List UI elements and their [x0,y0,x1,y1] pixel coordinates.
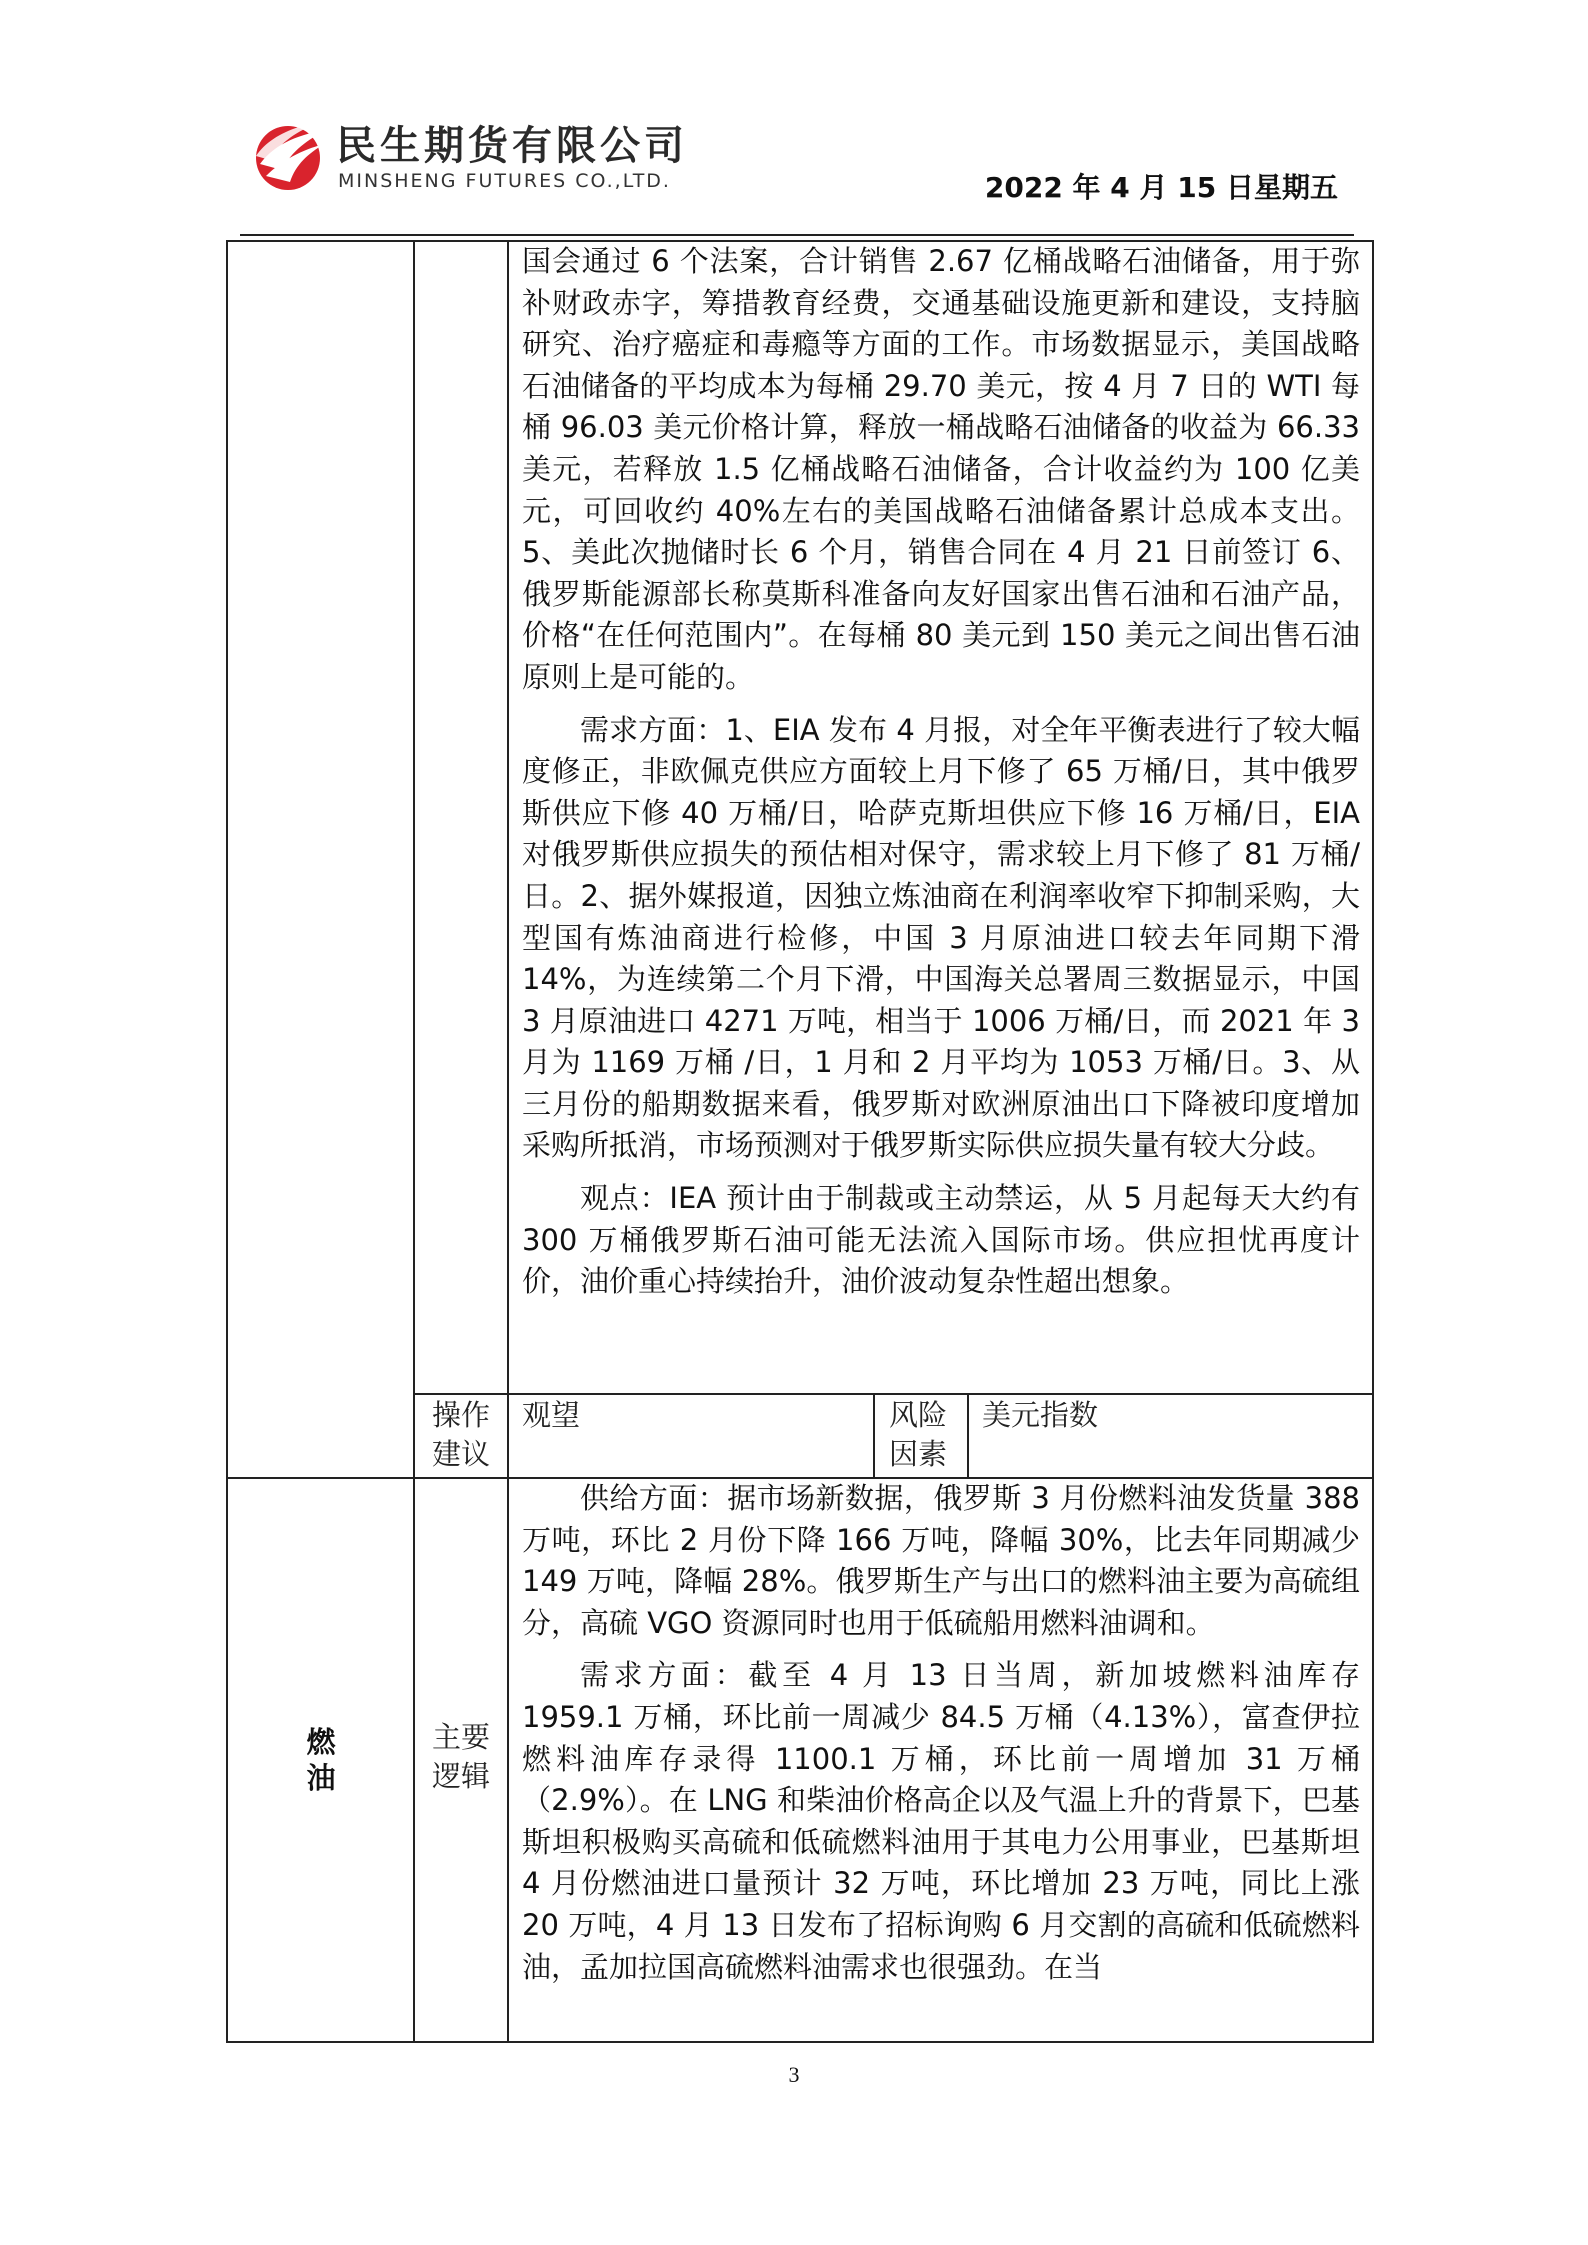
grid-line [413,240,415,2043]
company-name-cn: 民生期货有限公司 [336,123,688,169]
crude-logic-content [522,241,1360,1391]
fuel-oil-product-label: 燃油 [306,1725,336,1795]
company-name-en: MINSHENG FUTURES CO.,LTD. [338,170,671,192]
fuel-logic-label: 主要逻辑 [431,1720,490,1793]
grid-line [226,240,228,2043]
grid-line [967,1393,969,1477]
operation-value: 观望 [522,1398,581,1432]
grid-line [507,240,509,2043]
fuel-demand-paragraph: 需求方面：截至 4 月 13 日当周，新加坡燃料油库存 1959.1 万桶，环比前一周减少 84.5 万桶（4.13%），富查伊拉燃料油库存录得 1100.1 万桶，环比前一周增加 31 万桶（2.9%）。在 LNG 和柴油价格高企以及气温上升的背景下，巴基斯坦积极购买高硫和低硫燃料油用于其电力公用事业，巴基斯坦 4 月份燃油进口量预计 32 万吨，环比增加 23 万吨，同比上涨 20 万吨，4 月 13 日发布了招标询购 6 月交割的高硫和低硫燃料油，孟加拉国高硫燃料油需求也很强劲。在当 [522,1658,1360,1984]
page-number: 3 [788,2062,800,2087]
fuel-supply-paragraph: 供给方面：据市场新数据，俄罗斯 3 月份燃料油发货量 388 万吨，环比 2 月份下降 166 万吨，降幅 30%，比去年同期减少 149 万吨，降幅 28%。俄罗斯生产与出口的燃料油主要为高硫组分，高硫 VGO 资源同时也用于低硫船用燃料油调和。 [522,1481,1360,1640]
minsheng-logo-icon [252,120,328,192]
fuel-logic-content [522,1478,1360,2040]
grid-line [226,2041,1374,2043]
risk-label: 风险因素 [888,1398,947,1471]
header-divider [240,234,1354,236]
company-logo [252,112,732,202]
risk-value: 美元指数 [982,1398,1099,1432]
crude-view-paragraph: 观点：IEA 预计由于制裁或主动禁运，从 5 月起每天大约有 300 万桶俄罗斯石油可能无法流入国际市场。供应担忧再度计价，油价重心持续抬升，油价波动复杂性超出想象。 [522,1181,1360,1299]
grid-line [413,1393,1374,1395]
operation-label: 操作建议 [431,1398,490,1471]
report-date: 2022 年 4 月 15 日星期五 [984,171,1338,204]
crude-supply-paragraph-continued: 国会通过 6 个法案，合计销售 2.67 亿桶战略石油储备，用于弥补财政赤字，筹措教育经费，交通基础设施更新和建设，支持脑研究、治疗癌症和毒瘾等方面的工作。市场数据显示，美国战略石油储备的平均成本为每桶 29.70 美元，按 4 月 7 日的 WTI 每桶 96.03 美元价格计算，释放一桶战略石油储备的收益为 66.33 美元，若释放 1.5 亿桶战略石油储备，合计收益约为 100 亿美元，可回收约 40%左右的美国战略石油储备累计总成本支出。5、美此次抛储时长 6 个月，销售合同在 4 月 21 日前签订 6、俄罗斯能源部长称莫斯科准备向友好国家出售石油和石油产品，价格“在任何范围内”。在每桶 80 美元到 150 美元之间出售石油原则上是可能的。 [522,244,1360,694]
grid-line [1372,240,1374,2043]
grid-line [873,1393,875,1477]
crude-demand-paragraph: 需求方面：1、EIA 发布 4 月报，对全年平衡表进行了较大幅度修正，非欧佩克供应方面较上月下修了 65 万桶/日，其中俄罗斯供应下修 40 万桶/日，哈萨克斯坦供应下修 16 万桶/日，EIA 对俄罗斯供应损失的预估相对保守，需求较上月下修了 81 万桶/日。2、据外媒报道，因独立炼油商在利润率收窄下抑制采购，大型国有炼油商进行检修，中国 3 月原油进口较去年同期下滑 14%，为连续第二个月下滑，中国海关总署周三数据显示，中国 3 月原油进口 4271 万吨，相当于 1006 万桶/日，而 2021 年 3 月为 1169 万桶 /日，1 月和 2 月平均为 1053 万桶/日。3、从三月份的船期数据来看，俄罗斯对欧洲原油出口下降被印度增加采购所抵消，市场预测对于俄罗斯实际供应损失量有较大分歧。 [522,712,1360,1163]
